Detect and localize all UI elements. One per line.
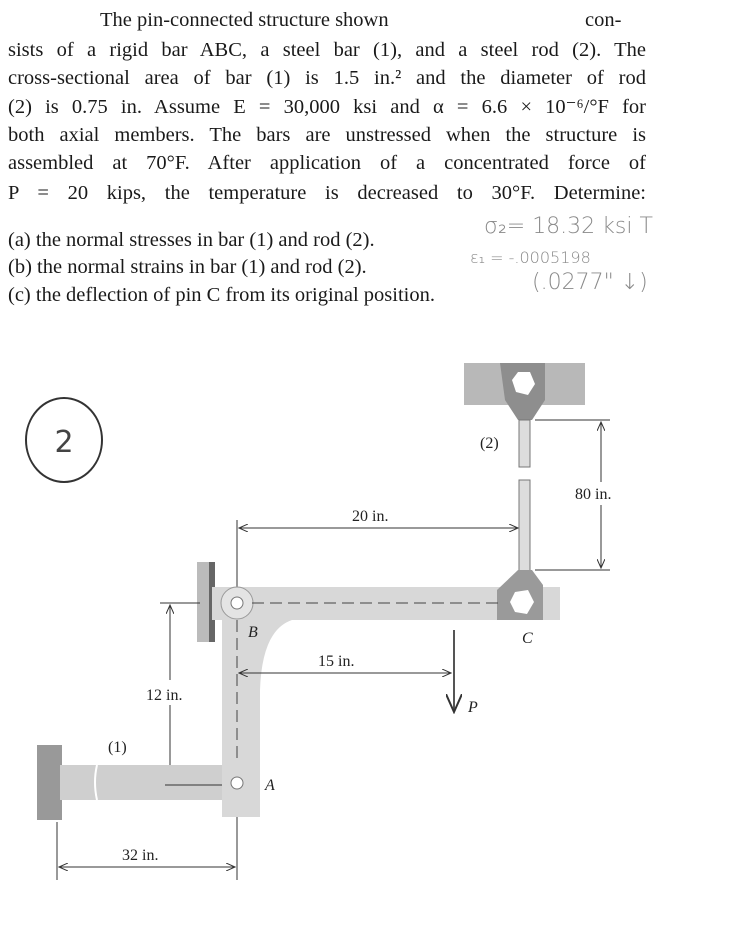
problem-number: 2 bbox=[54, 425, 74, 460]
left-wall bbox=[37, 745, 62, 820]
dim-15-label: 15 in. bbox=[318, 653, 355, 670]
problem-line: P = 20 kips, the temperature is decreased to 30°F. Determine: bbox=[8, 182, 646, 204]
pin-c-label: C bbox=[522, 630, 533, 647]
problem-line: (2) is 0.75 in. Assume E = 30,000 ksi and α = 6.6 × 10⁻⁶/°F for bbox=[8, 96, 646, 118]
dim-32-label: 32 in. bbox=[122, 847, 159, 864]
question-c: (c) the deflection of pin C from its original position. bbox=[8, 284, 435, 306]
load-label: P bbox=[468, 699, 478, 716]
pin-a-label: A bbox=[265, 777, 275, 794]
rod-2 bbox=[519, 420, 530, 467]
question-a: (a) the normal stresses in bar (1) and rod (2). bbox=[8, 229, 375, 251]
problem-line: sists of a rigid bar ABC, a steel bar (1), and a steel rod (2). The bbox=[8, 39, 646, 61]
pin-a bbox=[231, 777, 243, 789]
handwritten-answer-c: (.0277" ↓) bbox=[532, 270, 648, 295]
dim-80-label: 80 in. bbox=[575, 486, 612, 503]
dim-20-label: 20 in. bbox=[352, 508, 389, 525]
pin-b bbox=[231, 597, 243, 609]
problem-line-1-end: con- bbox=[585, 9, 622, 31]
problem-line: both axial members. The bars are unstressed when the structure is bbox=[8, 124, 646, 146]
handwritten-answer-a: σ₂= 18.32 ksi T bbox=[484, 214, 653, 239]
problem-line-1-start: The pin-connected structure shown bbox=[100, 9, 389, 31]
rod-2-label: (2) bbox=[480, 435, 499, 452]
problem-line: assembled at 70°F. After application of a concentrated force of bbox=[8, 152, 646, 174]
bar-1 bbox=[60, 765, 225, 800]
bar-1-label: (1) bbox=[108, 739, 127, 756]
problem-number-circle bbox=[26, 398, 102, 482]
handwritten-answer-b: ε₁ = -.0005198 bbox=[470, 248, 591, 267]
dim-12-label: 12 in. bbox=[146, 687, 183, 704]
problem-line: cross-sectional area of bar (1) is 1.5 in.² and the diameter of rod bbox=[8, 67, 646, 89]
pin-b-label: B bbox=[248, 624, 258, 641]
question-b: (b) the normal strains in bar (1) and rod (2). bbox=[8, 256, 367, 278]
